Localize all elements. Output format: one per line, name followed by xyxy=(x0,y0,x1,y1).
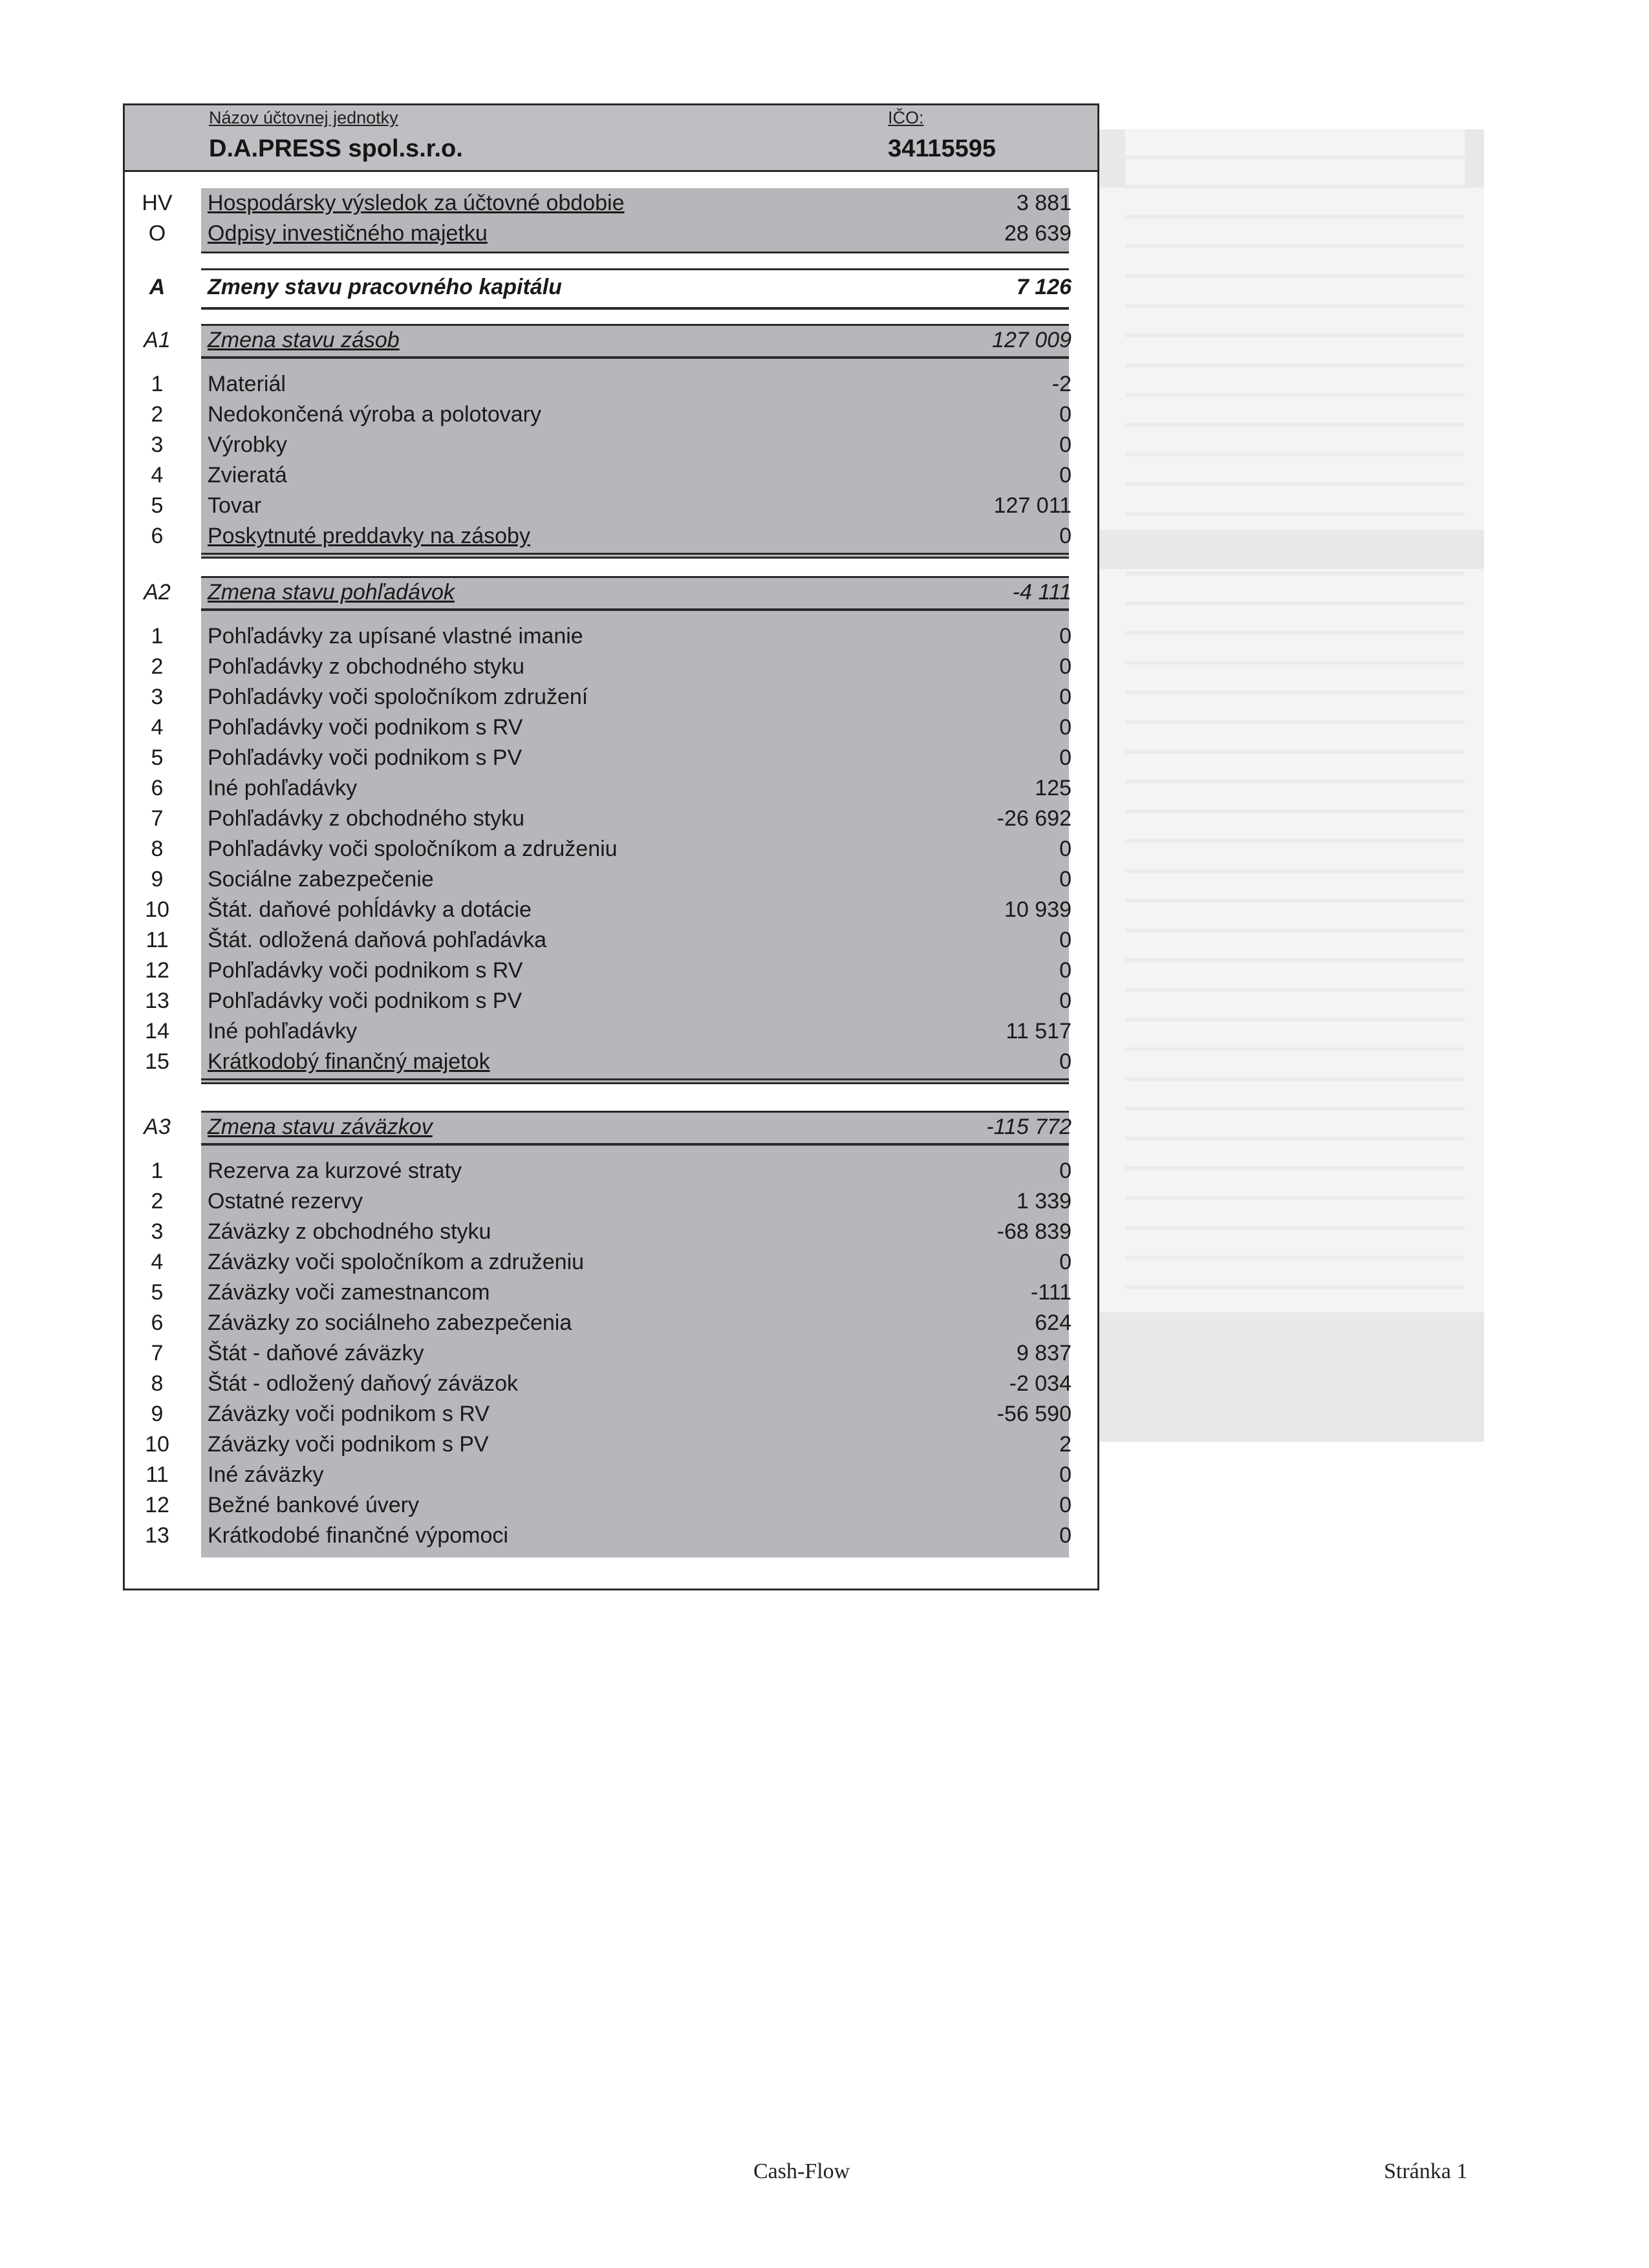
bleed-through-background xyxy=(1086,129,1484,1442)
row-code: A2 xyxy=(144,580,171,604)
row-value: 9 837 xyxy=(1016,1341,1072,1365)
line-item-row xyxy=(125,743,1101,773)
row-value: 7 126 xyxy=(1016,275,1072,299)
summary-row xyxy=(125,219,1101,249)
row-value: 28 639 xyxy=(1004,221,1072,246)
row-label: Bežné bankové úvery xyxy=(208,1493,419,1517)
row-label: Pohľadávky voči podnikom s PV xyxy=(208,989,523,1013)
row-code: 7 xyxy=(151,1341,164,1365)
line-item-row xyxy=(125,895,1101,925)
line-item-row xyxy=(125,1399,1101,1429)
rule-line xyxy=(201,307,1069,310)
row-label: Tovar xyxy=(208,493,262,518)
row-value: 3 881 xyxy=(1016,191,1072,215)
row-label: Pohľadávky za upísané vlastné imanie xyxy=(208,624,583,648)
row-code: 8 xyxy=(151,1371,164,1396)
row-value: 0 xyxy=(1059,654,1072,679)
row-code: 5 xyxy=(151,745,164,770)
row-code: A1 xyxy=(144,328,171,352)
line-item-row xyxy=(125,1156,1101,1186)
row-code: 1 xyxy=(151,624,164,648)
line-item-row xyxy=(125,712,1101,743)
line-item-row xyxy=(125,682,1101,712)
line-item-row xyxy=(125,986,1101,1016)
line-item-row xyxy=(125,1490,1101,1521)
row-label: Zmeny stavu pracovného kapitálu xyxy=(208,275,562,299)
row-label: Pohľadávky z obchodného styku xyxy=(208,806,525,831)
row-label: Pohľadávky voči spoločníkom združení xyxy=(208,685,588,709)
row-code: 2 xyxy=(151,1189,164,1214)
row-code: 4 xyxy=(151,1250,164,1274)
row-code: 1 xyxy=(151,1159,164,1183)
row-label: Rezerva za kurzové straty xyxy=(208,1159,462,1183)
line-item-row xyxy=(125,1369,1101,1399)
row-label: Záväzky z obchodného styku xyxy=(208,1219,491,1244)
rule-line xyxy=(201,1143,1069,1146)
row-value: 0 xyxy=(1059,867,1072,892)
row-value: 127 009 xyxy=(992,328,1072,352)
entity-name: D.A.PRESS spol.s.r.o. xyxy=(209,135,463,162)
cash-flow-sheet xyxy=(123,103,1099,1590)
row-label: Záväzky voči zamestnancom xyxy=(208,1280,490,1305)
line-item-row xyxy=(125,369,1101,400)
row-code: 3 xyxy=(151,1219,164,1244)
row-code: 4 xyxy=(151,715,164,740)
row-value: -2 034 xyxy=(1009,1371,1072,1396)
rule-line xyxy=(201,557,1069,559)
row-label: Iné záväzky xyxy=(208,1462,324,1487)
row-value: 0 xyxy=(1059,1523,1072,1548)
footer-title: Cash-Flow xyxy=(753,2159,850,2183)
row-value: 2 xyxy=(1059,1432,1072,1457)
row-code: 3 xyxy=(151,685,164,709)
line-item-row xyxy=(125,1308,1101,1338)
row-value: 0 xyxy=(1059,1049,1072,1074)
entity-label: Názov účtovnej jednotky xyxy=(209,108,398,127)
row-value: -111 xyxy=(1030,1280,1072,1305)
row-label: Sociálne zabezpečenie xyxy=(208,867,434,892)
row-label: Zmena stavu zásob xyxy=(208,328,400,352)
row-code: 12 xyxy=(145,958,169,983)
row-label: Štát. daňové pohĺdávky a dotácie xyxy=(208,897,532,922)
row-code: 1 xyxy=(151,372,164,396)
row-value: -56 590 xyxy=(997,1402,1072,1426)
row-label: Zmena stavu pohľadávok xyxy=(208,580,455,604)
row-code: 14 xyxy=(145,1019,169,1043)
row-code: HV xyxy=(142,191,173,215)
ico-label: IČO: xyxy=(888,108,924,127)
line-item-row xyxy=(125,804,1101,834)
row-code: 11 xyxy=(146,1462,169,1487)
line-item-row xyxy=(125,1217,1101,1247)
row-code: 11 xyxy=(146,928,169,952)
line-item-row xyxy=(125,834,1101,864)
line-item-row xyxy=(125,956,1101,986)
row-value: -2 xyxy=(1051,372,1072,396)
line-item-row xyxy=(125,1186,1101,1217)
ico-value: 34115595 xyxy=(888,135,996,162)
row-label: Hospodársky výsledok za účtovné obdobie xyxy=(208,191,625,215)
row-value: 0 xyxy=(1059,402,1072,427)
row-code: 5 xyxy=(151,493,164,518)
row-code: 15 xyxy=(145,1049,169,1074)
line-item-row xyxy=(125,1338,1101,1369)
row-value: -4 111 xyxy=(1012,580,1072,604)
row-value: 0 xyxy=(1059,837,1072,861)
row-code: 6 xyxy=(151,524,164,548)
rule-line xyxy=(201,1078,1069,1080)
rule-line xyxy=(201,1082,1069,1084)
row-label: Záväzky voči spoločníkom a združeniu xyxy=(208,1250,585,1274)
line-item-row xyxy=(125,925,1101,956)
row-value: 0 xyxy=(1059,624,1072,648)
line-item-row xyxy=(125,1047,1101,1077)
line-item-row xyxy=(125,1016,1101,1047)
row-code: 2 xyxy=(151,402,164,427)
row-label: Štát. odložená daňová pohľadávka xyxy=(208,928,547,952)
row-label: Štát - daňové záväzky xyxy=(208,1341,424,1365)
row-code: 13 xyxy=(145,1523,169,1548)
row-value: -68 839 xyxy=(997,1219,1072,1244)
row-code: 10 xyxy=(145,1432,169,1457)
line-item-row xyxy=(125,652,1101,682)
main-total-row xyxy=(125,272,1101,303)
line-item-row xyxy=(125,1278,1101,1308)
footer-page: Stránka 1 xyxy=(1384,2159,1468,2183)
row-value: 0 xyxy=(1059,1159,1072,1183)
row-label: Záväzky zo sociálneho zabezpečenia xyxy=(208,1311,572,1335)
row-label: Štát - odložený daňový záväzok xyxy=(208,1371,519,1396)
rule-line xyxy=(201,268,1069,270)
row-label: Pohľadávky z obchodného styku xyxy=(208,654,525,679)
row-code: 5 xyxy=(151,1280,164,1305)
row-value: 10 939 xyxy=(1004,897,1072,922)
row-label: Nedokončená výroba a polotovary xyxy=(208,402,541,427)
row-code: 13 xyxy=(145,989,169,1013)
row-value: 0 xyxy=(1059,1250,1072,1274)
row-label: Materiál xyxy=(208,372,286,396)
row-label: Výrobky xyxy=(208,433,287,457)
row-value: 0 xyxy=(1059,989,1072,1013)
row-code: 12 xyxy=(145,1493,169,1517)
rule-line xyxy=(201,251,1069,253)
row-label: Ostatné rezervy xyxy=(208,1189,363,1214)
row-value: 127 011 xyxy=(993,493,1072,518)
row-value: 1 339 xyxy=(1016,1189,1072,1214)
row-code: 9 xyxy=(151,1402,164,1426)
row-label: Pohľadávky voči podnikom s RV xyxy=(208,958,523,983)
row-code: 9 xyxy=(151,867,164,892)
line-item-row xyxy=(125,1429,1101,1460)
row-label: Pohľadávky voči podnikom s PV xyxy=(208,745,523,770)
row-label: Záväzky voči podnikom s PV xyxy=(208,1432,489,1457)
row-label: Zvieratá xyxy=(208,463,287,487)
row-label: Krátkodobé finančné výpomoci xyxy=(208,1523,508,1548)
row-code: 2 xyxy=(151,654,164,679)
row-value: 0 xyxy=(1059,463,1072,487)
row-value: 0 xyxy=(1059,745,1072,770)
line-item-row xyxy=(125,491,1101,521)
rule-line xyxy=(201,608,1069,611)
line-item-row xyxy=(125,773,1101,804)
section-header-row xyxy=(125,1112,1101,1142)
row-label: Poskytnuté preddavky na zásoby xyxy=(208,524,530,548)
row-value: 624 xyxy=(1035,1311,1072,1335)
line-item-row xyxy=(125,460,1101,491)
row-label: Zmena stavu záväzkov xyxy=(208,1115,433,1139)
section-header-row xyxy=(125,325,1101,356)
row-label: Iné pohľadávky xyxy=(208,776,358,800)
line-item-row xyxy=(125,1521,1101,1551)
row-code: 6 xyxy=(151,1311,164,1335)
rule-line xyxy=(201,553,1069,555)
row-label: Pohľadávky voči spoločníkom a združeniu xyxy=(208,837,618,861)
row-code: 4 xyxy=(151,463,164,487)
row-label: Krátkodobý finančný majetok xyxy=(208,1049,490,1074)
line-item-row xyxy=(125,430,1101,460)
row-code: 8 xyxy=(151,837,164,861)
section-header-row xyxy=(125,577,1101,608)
line-item-row xyxy=(125,1460,1101,1490)
row-label: Iné pohľadávky xyxy=(208,1019,358,1043)
row-value: 0 xyxy=(1059,958,1072,983)
row-code: A3 xyxy=(144,1115,171,1139)
row-code: 3 xyxy=(151,433,164,457)
sheet-header xyxy=(125,105,1097,172)
row-value: -26 692 xyxy=(997,806,1072,831)
row-label: Odpisy investičného majetku xyxy=(208,221,488,246)
row-value: -115 772 xyxy=(986,1115,1072,1139)
line-item-row xyxy=(125,521,1101,551)
row-value: 0 xyxy=(1059,1493,1072,1517)
row-code: A xyxy=(149,275,166,299)
row-value: 0 xyxy=(1059,928,1072,952)
row-code: 6 xyxy=(151,776,164,800)
row-value: 0 xyxy=(1059,1462,1072,1487)
row-value: 0 xyxy=(1059,524,1072,548)
line-item-row xyxy=(125,864,1101,895)
row-code: 10 xyxy=(145,897,169,922)
row-value: 0 xyxy=(1059,685,1072,709)
line-item-row xyxy=(125,400,1101,430)
rule-line xyxy=(201,356,1069,359)
row-code: O xyxy=(148,221,166,246)
row-label: Záväzky voči podnikom s RV xyxy=(208,1402,490,1426)
row-value: 125 xyxy=(1035,776,1072,800)
row-value: 0 xyxy=(1059,433,1072,457)
row-value: 11 517 xyxy=(1006,1019,1072,1043)
line-item-row xyxy=(125,621,1101,652)
row-label: Pohľadávky voči podnikom s RV xyxy=(208,715,523,740)
line-item-row xyxy=(125,1247,1101,1278)
row-value: 0 xyxy=(1059,715,1072,740)
summary-row xyxy=(125,188,1101,219)
row-code: 7 xyxy=(151,806,164,831)
